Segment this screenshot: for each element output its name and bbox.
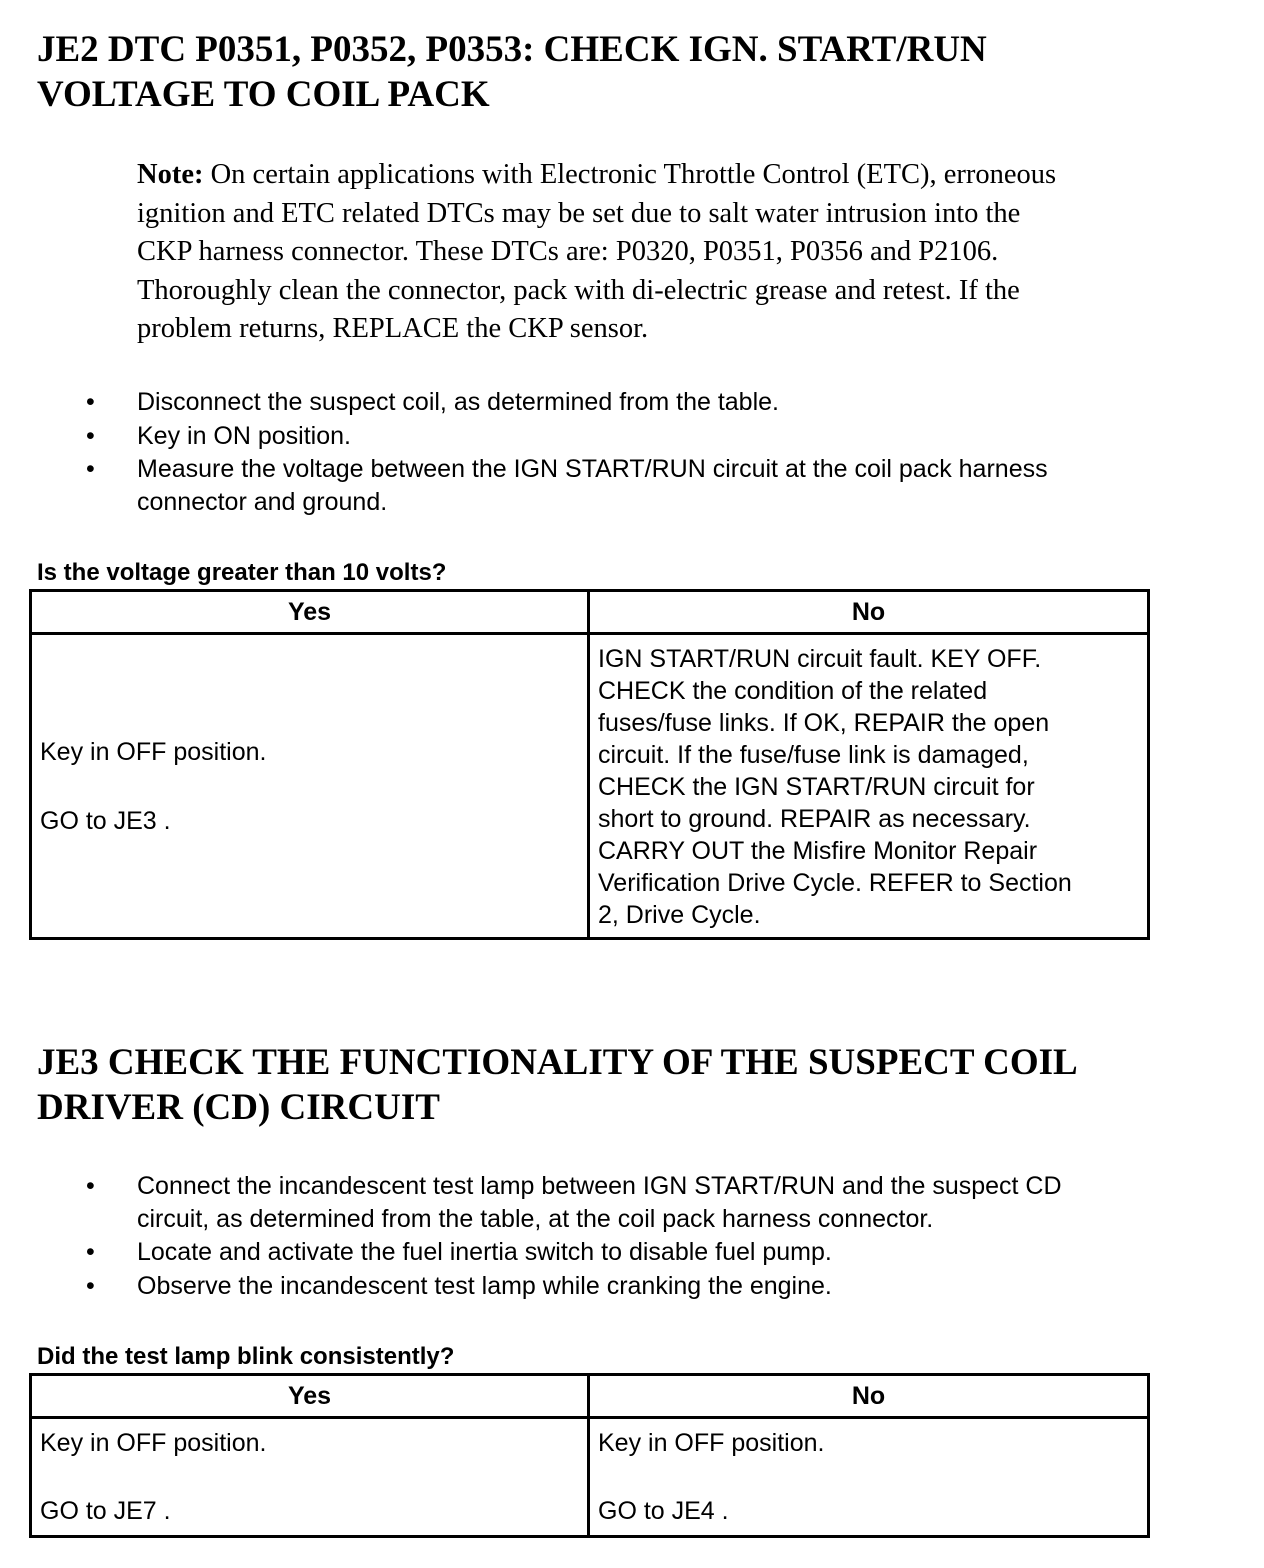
yes-line-1: Key in OFF position.: [40, 1429, 267, 1457]
note-text-1: On certain applications with Electronic Throttle Control (ETC), erroneous: [203, 159, 1057, 190]
yes-line-2: GO to JE3 .: [40, 806, 171, 835]
bullet-text-continued: connector and ground.: [137, 487, 388, 516]
list-item: [0, 1236, 1264, 1269]
bullet-icon: •: [86, 455, 95, 483]
je2-question: Is the voltage greater than 10 volts?: [37, 559, 447, 586]
yes-line-1: Key in OFF position.: [40, 737, 267, 766]
no-line-7: CARRY OUT the Misfire Monitor Repair: [598, 837, 1038, 865]
note-label: Note:: [137, 159, 204, 190]
no-cell: [589, 634, 1149, 939]
je2-heading-line2: VOLTAGE TO COIL PACK: [37, 74, 490, 115]
je3-bullet-list: [0, 1170, 1264, 1303]
list-item: [0, 1270, 1264, 1303]
table-header-row: [31, 1375, 1149, 1418]
yes-header: Yes: [31, 591, 589, 634]
bullet-text: Locate and activate the fuel inertia switch to disable fuel pump.: [137, 1238, 832, 1266]
je2-note: [137, 156, 1237, 349]
bullet-icon: •: [86, 1271, 95, 1300]
no-line-6: short to ground. REPAIR as necessary.: [598, 805, 1031, 833]
no-cell: [589, 1418, 1149, 1537]
note-line-3: CKP harness connector. These DTCs are: P0320, P0351, P0356 and P2106.: [137, 236, 999, 267]
bullet-text: Connect the incandescent test lamp between IGN START/RUN and the suspect CD: [137, 1172, 1062, 1200]
yes-line-2: GO to JE7 .: [40, 1497, 171, 1525]
list-item: [0, 420, 1264, 453]
table-row: [31, 1418, 1149, 1537]
no-line-1: Key in OFF position.: [598, 1429, 825, 1457]
no-header: No: [589, 1375, 1149, 1418]
bullet-icon: •: [86, 421, 95, 450]
table-header-row: [31, 591, 1149, 634]
bullet-text: Observe the incandescent test lamp while cranking the engine.: [137, 1271, 832, 1300]
je2-heading-line1: JE2 DTC P0351, P0352, P0353: CHECK IGN. START/RUN: [37, 29, 987, 70]
no-line-2: CHECK the condition of the related: [598, 677, 988, 705]
no-line-3: fuses/fuse links. If OK, REPAIR the open: [598, 709, 1050, 737]
yes-cell: [31, 1418, 589, 1537]
bullet-text: Disconnect the suspect coil, as determined from the table.: [137, 388, 779, 416]
table-row: [31, 634, 1149, 939]
bullet-text: Measure the voltage between the IGN START/RUN circuit at the coil pack harness: [137, 455, 1048, 483]
bullet-text: Key in ON position.: [137, 421, 351, 450]
list-item: [0, 1170, 1264, 1235]
je3-result-table: [29, 1373, 1150, 1538]
no-line-8: Verification Drive Cycle. REFER to Section: [598, 869, 1072, 897]
je3-heading: [37, 1040, 1078, 1130]
note-line-1: [137, 156, 1237, 195]
je3-heading-line1: JE3 CHECK THE FUNCTIONALITY OF THE SUSPECT COIL: [37, 1042, 1078, 1083]
no-line-4: circuit. If the fuse/fuse link is damaged,: [598, 741, 1029, 769]
list-item: [0, 386, 1264, 419]
je2-heading: [37, 27, 987, 117]
note-line-4: Thoroughly clean the connector, pack with di-electric grease and retest. If the: [137, 274, 1020, 306]
bullet-icon: •: [86, 1172, 95, 1200]
yes-header: Yes: [31, 1375, 589, 1418]
yes-cell: [31, 634, 589, 939]
je2-result-table: [29, 589, 1150, 940]
note-line-5: problem returns, REPLACE the CKP sensor.: [137, 313, 649, 344]
je2-bullet-list: [0, 386, 1264, 519]
no-header: No: [589, 591, 1149, 634]
bullet-text-continued: circuit, as determined from the table, at the coil pack harness connector.: [137, 1204, 934, 1233]
bullet-icon: •: [86, 1238, 95, 1266]
no-line-1: IGN START/RUN circuit fault. KEY OFF.: [598, 645, 1042, 673]
bullet-icon: •: [86, 388, 95, 416]
no-line-2: GO to JE4 .: [598, 1497, 729, 1525]
je3-question: Did the test lamp blink consistently?: [37, 1343, 455, 1370]
no-line-5: CHECK the IGN START/RUN circuit for: [598, 773, 1035, 801]
je3-heading-line2: DRIVER (CD) CIRCUIT: [37, 1087, 440, 1128]
no-line-9: 2, Drive Cycle.: [598, 901, 761, 929]
list-item: [0, 453, 1264, 518]
note-line-2: ignition and ETC related DTCs may be set due to salt water intrusion into the: [137, 197, 1021, 229]
